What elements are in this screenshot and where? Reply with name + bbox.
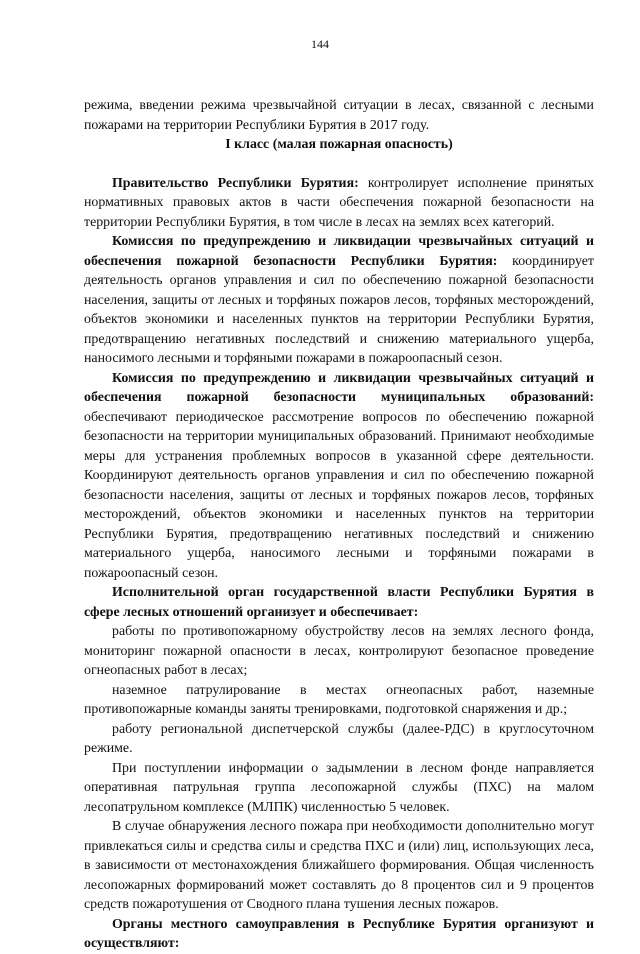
intro-paragraph: режима, введении режима чрезвычайной ситуации в лесах, связанной с лесными пожарами на территории Республики Бурятия в 2017 году.: [84, 98, 594, 133]
section-text: обеспечивают периодическое рассмотрение вопросов по обеспечению пожарной безопасности на территории муниципальных образований. Принимают необходимые меры для устранения проблемных вопросов в указанной сфере деятельности. Координируют деятельность органов управления и сил по обеспечению пожарной безопасности населения, защиты от лесных и торфяных пожаров лесов, торфяных месторождений, объектов экономики и населенных пунктов на территории Республики Бурятия, предотвращению негативных последствий и снижению материального ущерба, наносимого лесными и торфяными пожарами в пожароопасный сезон.: [84, 409, 594, 581]
body-paragraph: В случае обнаружения лесного пожара при необходимости дополнительно могут привлекаться силы и средства силы и средства ПХС и (или) лиц, использующих леса, в зависимости от местонахождения ближайшего формирования. Общая численность лесопожарных формирований может составлять до 8 процентов сил и 9 процентов средств пожаротушения от Сводного плана тушения лесных пожаров.: [84, 819, 594, 912]
executive-item: наземное патрулирование в местах огнеопасных работ, наземные противопожарные команды заняты тренировками, подготовкой снаряжения и др.;: [84, 682, 594, 717]
section-lead: Правительство Республики Бурятия:: [112, 175, 359, 191]
document-body: [84, 96, 594, 954]
section-lead: Комиссия по предупреждению и ликвидации чрезвычайных ситуаций и обеспечения пожарной безопасности муниципальных образований:: [84, 370, 594, 405]
section-lead: Комиссия по предупреждению и ликвидации чрезвычайных ситуаций и обеспечения пожарной безопасности Республики Бурятия:: [84, 234, 594, 269]
executive-heading: Исполнительной орган государственной власти Республики Бурятия в сфере лесных отношений организует и обеспечивает:: [84, 585, 594, 620]
page-number: 144: [311, 37, 329, 51]
section-republic-commission: [84, 232, 594, 369]
class-heading: I класс (малая пожарная опасность): [225, 137, 453, 152]
section-text: контролирует исполнение принятых нормативных правовых актов в части обеспечения пожарной безопасности на территории Республики Бурятия, в том числе в лесах на землях всех категорий.: [84, 175, 594, 230]
section-text: координирует деятельность органов управления и сил по обеспечению пожарной безопасности населения, защиты от лесных и торфяных пожаров лесов, торфяных месторождений, объектов экономики и населенных пунктов на территории Республики Бурятия, предотвращению негативных последствий и снижению материального ущерба, наносимого лесными и торфяными пожарами в пожароопасный сезон.: [84, 253, 594, 366]
section-municipal-commission: [84, 369, 594, 584]
section-government: [84, 174, 594, 233]
executive-item: работу региональной диспетчерской службы (далее-РДС) в круглосуточном режиме.: [84, 721, 594, 756]
executive-item: работы по противопожарному обустройству лесов на землях лесного фонда, мониторинг пожарной опасности в лесах, контролируют безопасное проведение огнеопасных работ в лесах;: [84, 624, 594, 678]
local-government-heading: Органы местного самоуправления в Республике Бурятия организуют и осуществляют:: [84, 916, 594, 951]
body-paragraph: При поступлении информации о задымлении в лесном фонде направляется оперативная патрульная группа лесопожарной службы (ПХС) на малом лесопатрульном комплексе (МЛПК) численностью 5 человек.: [84, 760, 594, 815]
